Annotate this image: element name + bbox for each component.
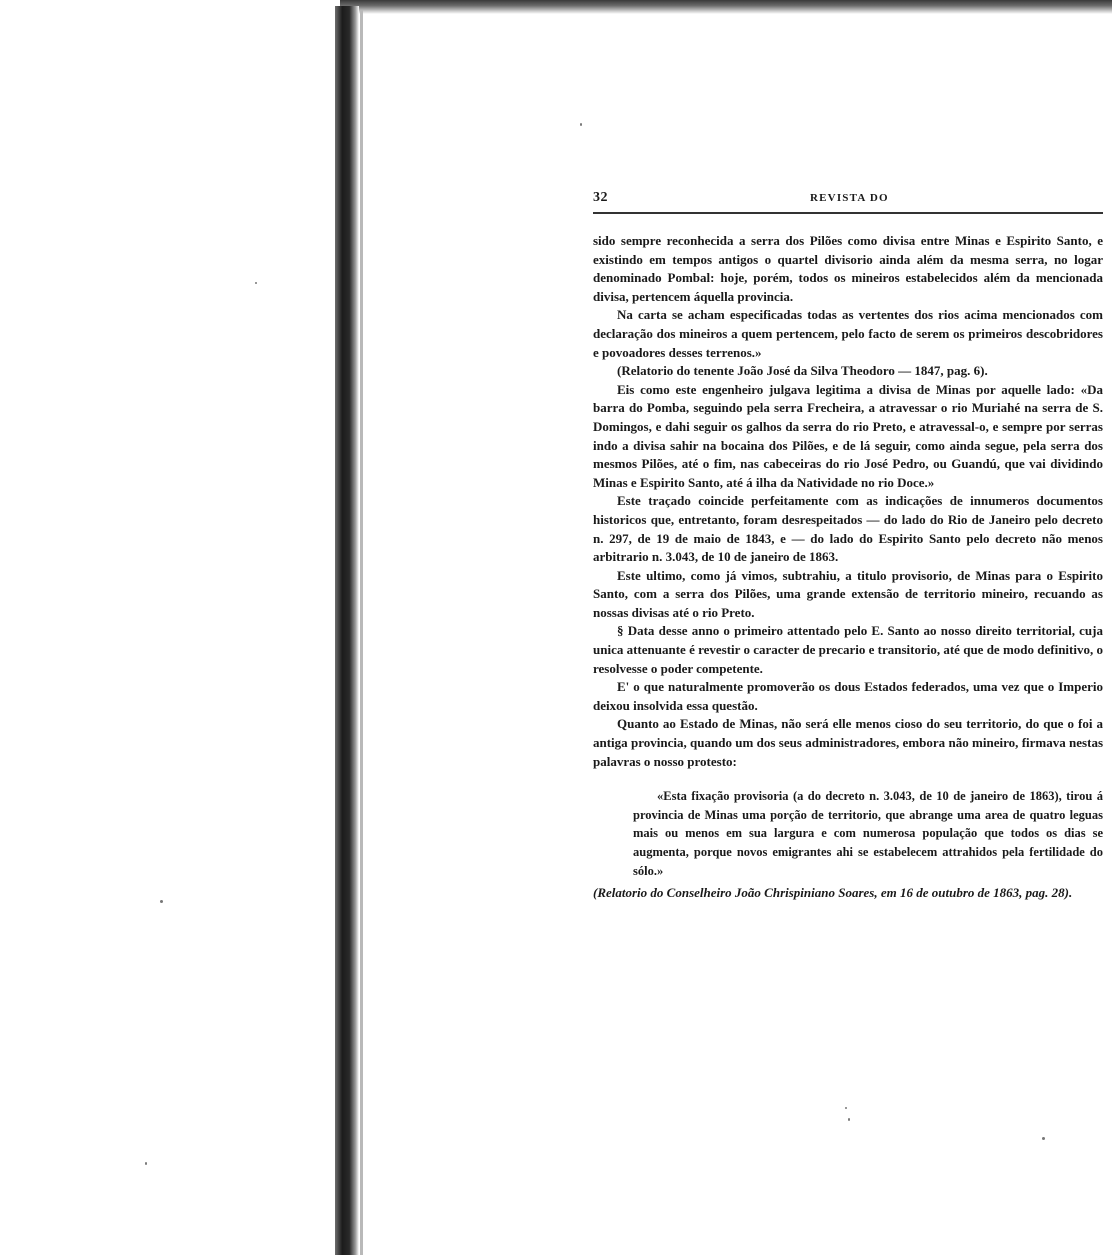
paragraph: E' o que naturalmente promoverão os dous Estados federados, uma vez que o Imperio deixou insolvida essa questão. [593,679,1103,713]
article-body [593,232,1103,903]
scan-speck [145,1162,147,1165]
citation: (Relatorio do tenente João José da Silva Theodoro — 1847, pag. 6). [617,363,988,379]
page-header [593,190,1103,208]
paragraph: Este ultimo, como já vimos, subtrahiu, a titulo provisorio, de Minas para o Espirito Santo, com a serra dos Pilões, uma grande extensão de territorio mineiro, recuando as nossas divisas até o rio Preto. [593,567,1103,620]
book-spine-shadow [335,6,359,1255]
scan-speck [255,282,257,284]
page-number: 32 [593,190,608,205]
final-citation: (Relatorio do Conselheiro João Chrispiniano Soares, em 16 de outubro de 1863, pag. 28). [593,885,1073,901]
scan-speck [580,123,582,126]
paragraph: Na carta se acham especificadas todas as vertentes dos rios acima mencionados com declaração dos mineiros a quem pertencem, pelo facto de serem os primeiros descobridores e povoadores desses terrenos.» [593,307,1103,360]
book-spine-edge [360,10,363,1255]
paragraph: § Data desse anno o primeiro attentado pelo E. Santo ao nosso direito territorial, cuja unica attenuante é revestir o caracter de precario e transitorio, até que de modo definitivo, o resolvesse o poder competente. [593,623,1103,676]
scan-speck [845,1107,847,1109]
running-title: REVISTA DO [810,192,889,204]
paragraph: Este traçado coincide perfeitamente com as indicações de innumeros documentos historicos que, entretanto, foram desrespeitados — do lado do Rio de Janeiro pelo decreto n. 297, de 19 de maio de 1843, e — do lado do Espirito Santo pelo decreto não menos arbitrario n. 3.043, de 10 de janeiro de 1863. [593,493,1103,565]
paragraph: Quanto ao Estado de Minas, não será elle menos cioso do seu territorio, do que o foi a antiga provincia, quando um dos seus administradores, embora não mineiro, firmava nestas palavras o nosso protesto: [593,716,1103,769]
block-quote: «Esta fixação provisoria (a do decreto n. 3.043, de 10 de janeiro de 1863), tirou á provincia de Minas uma porção de territorio, que abrange uma area de quatro leguas mais ou menos em sua largura e com numerosa população que todos os dias se augmenta, porque novos emigrantes ahi se estabelecem attrahidos pela fertilidade do sólo.» [633,789,1103,878]
scan-speck [1042,1137,1045,1140]
paragraph: sido sempre reconhecida a serra dos Pilões como divisa entre Minas e Espirito Santo, e existindo em tempos antigos o quartel divisorio ainda além da mesma serra, no logar denominado Pombal: hoje, porém, todos os mineiros estabelecidos além da mencionada divisa, pertencem áquella provincia. [593,233,1103,304]
scan-top-shadow [340,0,1112,14]
paragraph: Eis como este engenheiro julgava legitima a divisa de Minas por aquelle lado: «Da barra do Pomba, seguindo pela serra Frecheira, a atravessar o rio Muriahé na serra de S. Domingos, e dahi seguir os galhos da serra do rio Preto, e atravessal-o, e sempre por serras indo a divisa sahir na bocaina dos Pilões, e de lá seguir, como ainda segue, pela serra dos mesmos Pilões, até o fim, nas cabeceiras do rio José Pedro, ou Guandú, que vai dividindo Minas e Espirito Santo, até á ilha da Natividade no rio Doce.» [593,381,1103,490]
scan-speck [160,900,163,903]
header-rule [593,212,1103,214]
scan-speck [848,1118,850,1121]
